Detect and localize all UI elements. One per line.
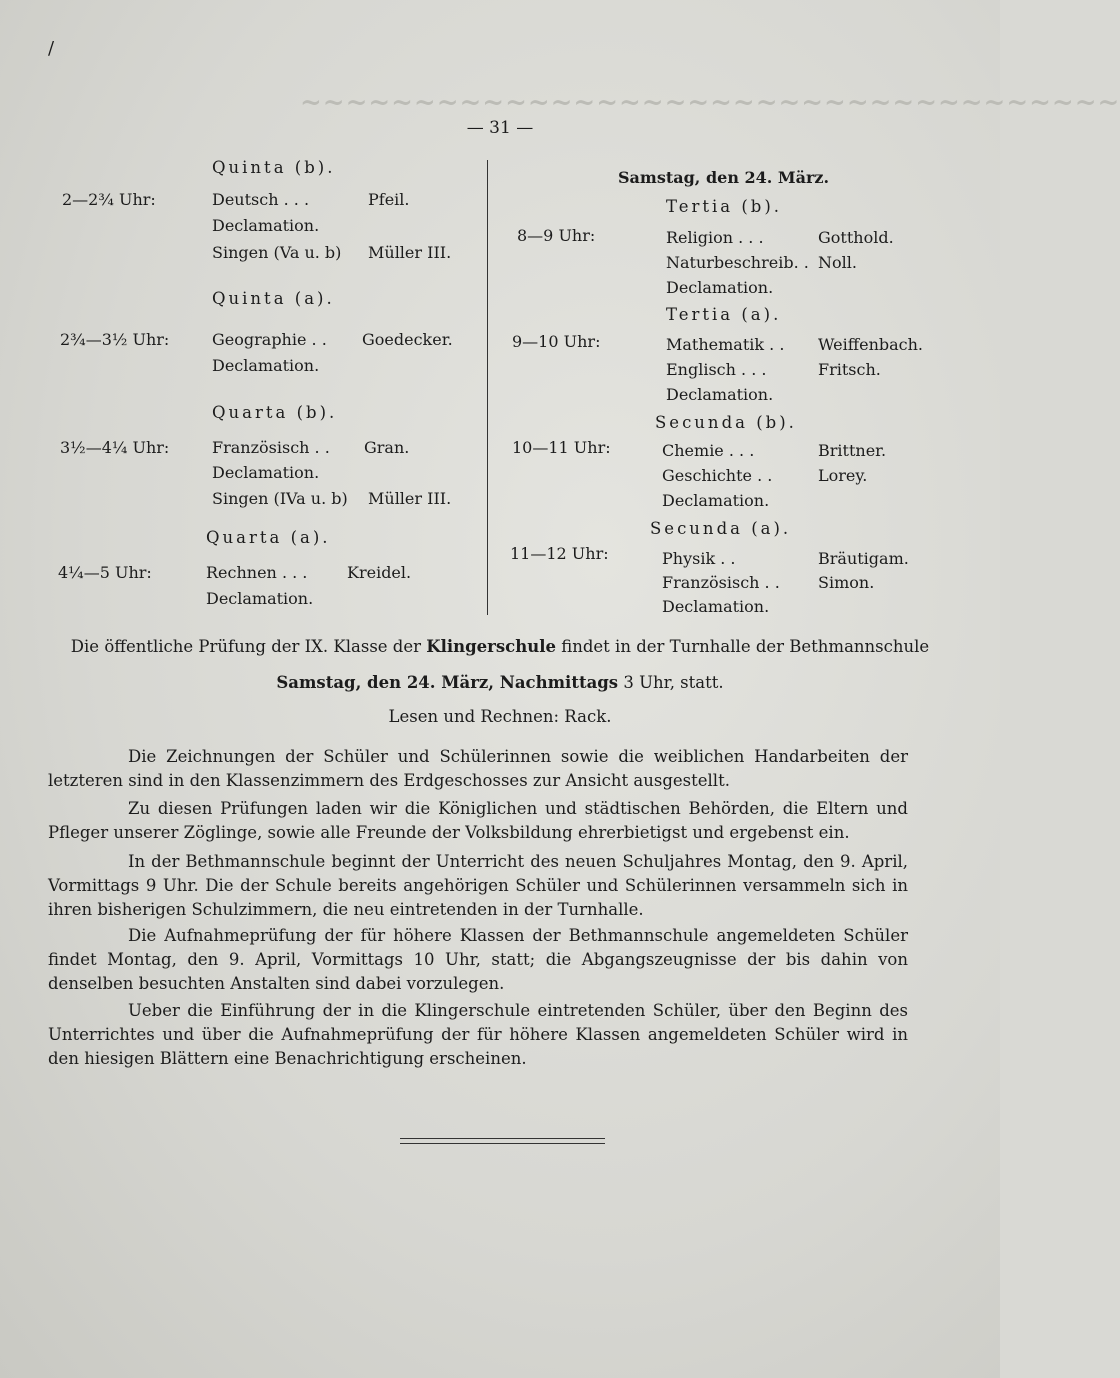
teacher: Pfeil.	[368, 190, 410, 209]
teacher: Kreidel.	[347, 563, 412, 582]
subject: Declamation.	[212, 463, 320, 482]
column-divider	[487, 160, 488, 615]
pen-mark: /	[48, 38, 55, 59]
class-heading: Quarta (a).	[206, 528, 331, 547]
subject: Geschichte . .	[662, 466, 773, 485]
subject: Geographie . .	[212, 330, 327, 349]
announce-school: Klingerschule	[426, 637, 556, 656]
time-slot: 8—9 Uhr:	[517, 226, 596, 245]
time-slot: 2¾—3½ Uhr:	[60, 330, 170, 349]
announcement-line	[0, 637, 1000, 656]
time-slot: 10—11 Uhr:	[512, 438, 611, 457]
subject: Religion . . .	[666, 228, 764, 247]
paragraph: Ueber die Einführung der in die Klingerschule eintretenden Schüler, über den Beginn des Unterrichtes und über die Aufnahmeprüfung der für höhere Klassen angemeldeten Schüler wird in den hiesigen Blättern eine Benachrichtigung erscheinen.	[48, 1001, 908, 1068]
teacher: Noll.	[818, 253, 857, 272]
announce-time: 3 Uhr, statt.	[618, 673, 724, 692]
time-slot: 4¼—5 Uhr:	[58, 563, 152, 582]
paragraph: Zu diesen Prüfungen laden wir die Königlichen und städtischen Behörden, die Eltern und Pfleger unserer Zöglinge, sowie alle Freunde der Volksbildung ehrerbietigst und ergebenst ein.	[48, 799, 908, 842]
class-heading: Tertia (b).	[666, 197, 783, 216]
subject: Chemie . . .	[662, 441, 755, 460]
class-heading: Secunda (b).	[655, 413, 797, 432]
subject: Englisch . . .	[666, 360, 767, 379]
subject: Rechnen . . .	[206, 563, 308, 582]
time-slot: 3½—4¼ Uhr:	[60, 438, 170, 457]
class-heading: Secunda (a).	[650, 519, 792, 538]
subject: Mathematik . .	[666, 335, 785, 354]
announce-text: Die öffentliche Prüfung der IX. Klasse der	[70, 637, 427, 656]
class-heading: Quinta (b).	[212, 158, 336, 177]
subject: Deutsch . . .	[212, 190, 310, 209]
subject: Declamation.	[666, 385, 774, 404]
subject: Declamation.	[662, 491, 770, 510]
announcement-date	[0, 673, 1000, 692]
time-slot: 11—12 Uhr:	[510, 544, 609, 563]
class-heading: Quinta (a).	[212, 289, 335, 308]
page-number: — 31 —	[466, 118, 534, 138]
teacher: Lorey.	[818, 466, 868, 485]
paragraph: In der Bethmannschule beginnt der Unterricht des neuen Schuljahres Montag, den 9. April, Vormittags 9 Uhr. Die der Schule bereits angehörigen Schüler und Schülerinnen versammeln sich in ihren bisherigen Schulzimmern, die neu eintretenden in der Turnhalle.	[48, 852, 908, 919]
bleed-through-decoration: ~~~~~~~~~~~~~~~~~~~~~~~~~~~~~~~~~~~~	[300, 88, 1120, 118]
teacher: Gran.	[364, 438, 410, 457]
class-heading: Quarta (b).	[212, 403, 338, 422]
subject: Declamation.	[206, 589, 314, 608]
subject: Declamation.	[212, 356, 320, 375]
announce-text: findet in der Turnhalle der Bethmannschule	[555, 637, 930, 656]
subject: Französisch . .	[212, 438, 330, 457]
time-slot: 2—2¾ Uhr:	[62, 190, 156, 209]
subject: Declamation.	[666, 278, 774, 297]
subject: Declamation.	[212, 216, 320, 235]
announcement-subject: Lesen und Rechnen: Rack.	[388, 707, 612, 726]
subject: Naturbeschreib. .	[666, 253, 809, 272]
subject: Französisch . .	[662, 573, 780, 592]
subject: Declamation.	[662, 597, 770, 616]
closing-rule	[400, 1138, 605, 1144]
teacher: Goedecker.	[362, 330, 453, 349]
teacher: Brittner.	[818, 441, 887, 460]
teacher: Müller III.	[368, 243, 452, 262]
teacher: Simon.	[818, 573, 875, 592]
teacher: Bräutigam.	[818, 549, 909, 568]
subject: Singen (Va u. b)	[212, 243, 342, 262]
subject: Singen (IVa u. b)	[212, 489, 348, 508]
time-slot: 9—10 Uhr:	[512, 332, 601, 351]
teacher: Gotthold.	[818, 228, 894, 247]
teacher: Müller III.	[368, 489, 452, 508]
paragraph: Die Zeichnungen der Schüler und Schülerinnen sowie die weiblichen Handarbeiten der letzteren sind in den Klassenzimmern des Erdgeschosses zur Ansicht ausgestellt.	[48, 747, 908, 790]
teacher: Weiffenbach.	[818, 335, 923, 354]
date-heading: Samstag, den 24. März.	[618, 168, 830, 187]
announce-date-bold: Samstag, den 24. März, Nachmittags	[276, 673, 619, 692]
paragraph: Die Aufnahmeprüfung der für höhere Klassen der Bethmannschule angemeldeten Schüler findet Montag, den 9. April, Vormittags 10 Uhr, statt; die Abgangszeugnisse der bis dahin von denselben besuchten Anstalten sind dabei vorzulegen.	[48, 926, 908, 993]
class-heading: Tertia (a).	[666, 305, 782, 324]
teacher: Fritsch.	[818, 360, 881, 379]
subject: Physik . .	[662, 549, 736, 568]
